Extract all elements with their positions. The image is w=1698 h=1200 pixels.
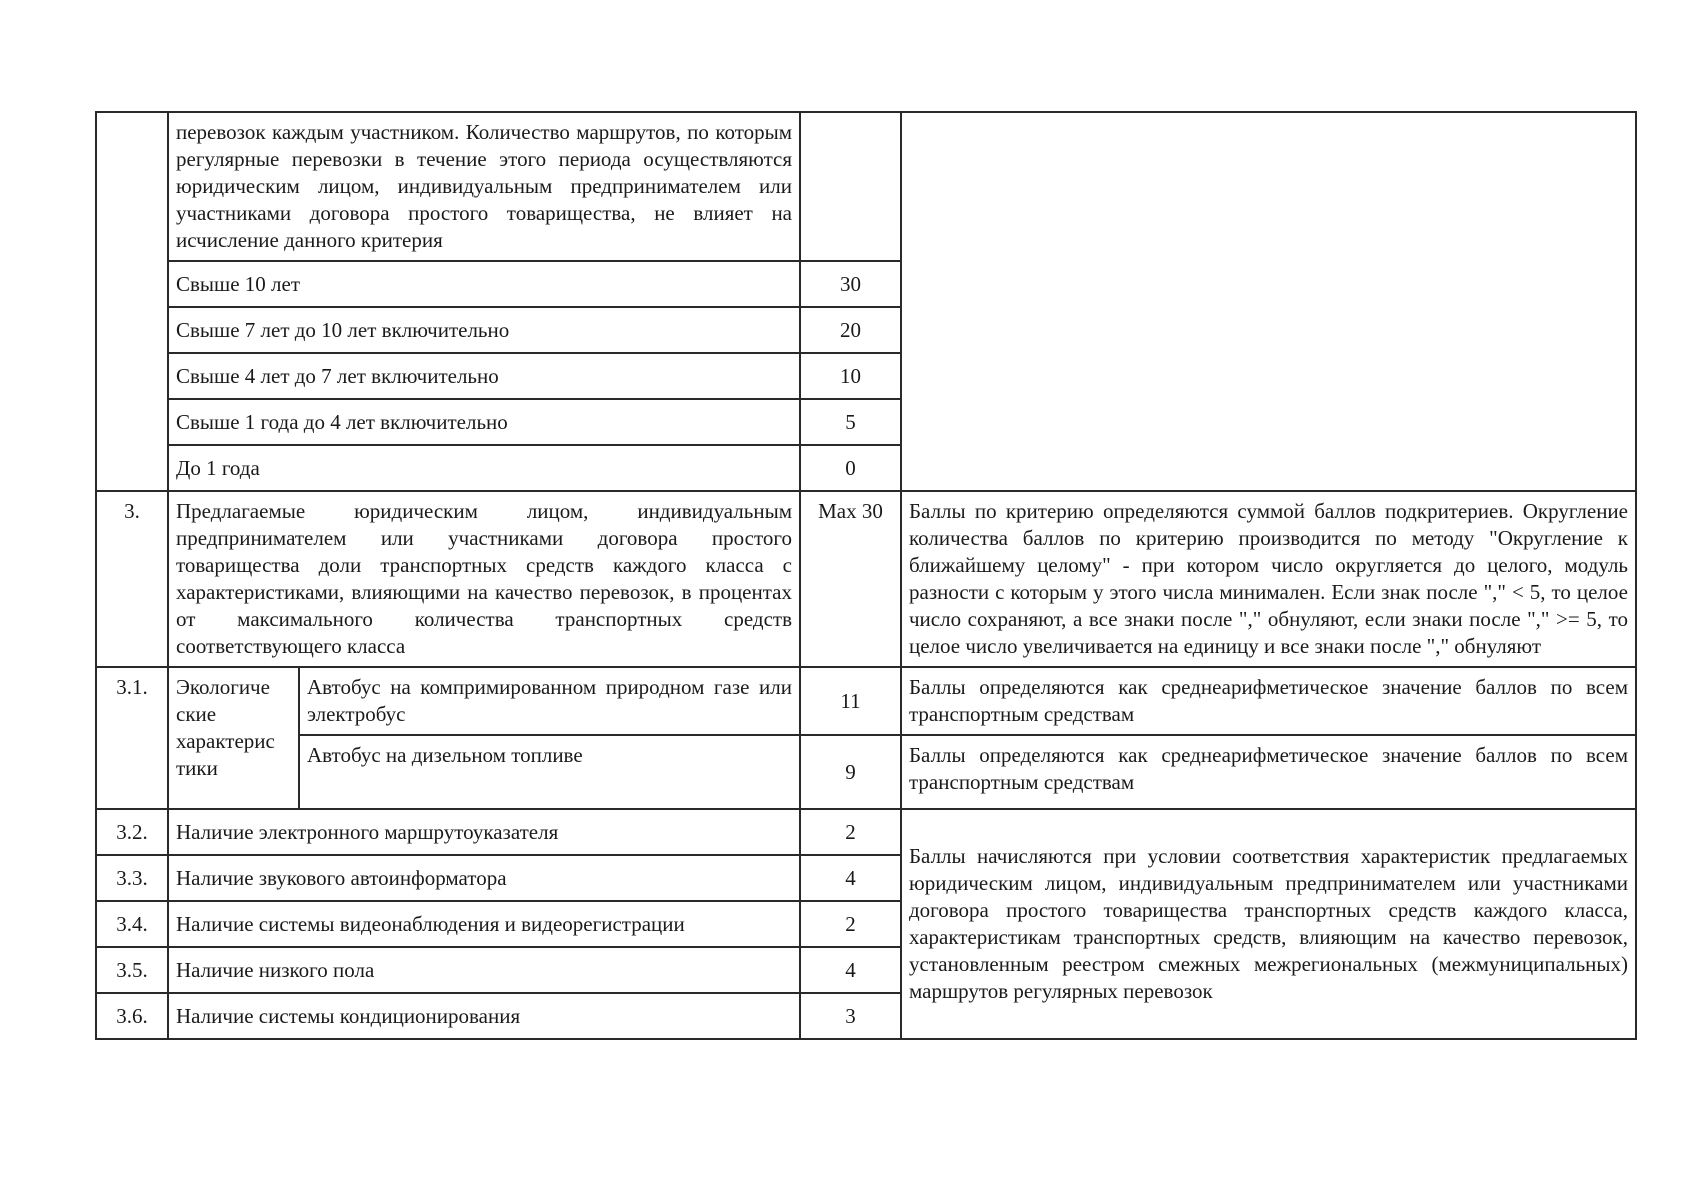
- sub-criterion-score: 2: [800, 809, 901, 855]
- sub-criterion-score: 9: [800, 735, 901, 809]
- criterion-note: Баллы по критерию определяются суммой баллов подкритериев. Округление количества баллов по критерию производится по методу "Округление к ближайшему целому" - при котором число округляется до целого, модуль разности с которым у этого числа минимален. Если знак после "," < 5, то целое число сохраняют, а все знаки после "," обнуляют, если знаки после "," >= 5, то целое число увеличивается на единицу и все знаки после "," обнуляют: [901, 491, 1636, 667]
- criterion-continuation: перевозок каждым участником. Количество маршрутов, по которым регулярные перевозки в течение этого периода осуществляются юридическим лицом, индивидуальным предпринимателем или участниками договора простого товарищества, не влияет на исчисление данного критерия: [168, 112, 800, 261]
- criteria-table: [95, 111, 1637, 1040]
- table-row: [96, 491, 1636, 667]
- sub-criterion-label: Автобус на компримированном природном газе или электробус: [299, 667, 800, 735]
- sub-criterion-label: Наличие звукового автоинформатора: [168, 855, 800, 901]
- score-cell-empty: [800, 112, 901, 261]
- table-row: [96, 112, 1636, 261]
- group-label: Экологиче ские характерис тики: [168, 667, 299, 809]
- option-score: 5: [800, 399, 901, 445]
- row-number: 3.: [96, 491, 168, 667]
- table-row: [96, 809, 1636, 855]
- table-row: [96, 667, 1636, 735]
- sub-criterion-label: Наличие системы видеонаблюдения и видеорегистрации: [168, 901, 800, 947]
- sub-criterion-score: 2: [800, 901, 901, 947]
- table-row: [96, 735, 1636, 809]
- option-score: 0: [800, 445, 901, 491]
- shared-note: Баллы начисляются при условии соответствия характеристик предлагаемых юридическим лицом, индивидуальным предпринимателем или участниками договора простого товарищества транспортных средств каждого класса, характеристикам транспортных средств, влияющим на качество перевозок, установленным реестром смежных межрегиональных (межмуниципальных) маршрутов регулярных перевозок: [901, 809, 1636, 1039]
- criterion-text: Предлагаемые юридическим лицом, индивидуальным предпринимателем или участниками договора простого товарищества доли транспортных средств каждого класса с характеристиками, влияющими на качество перевозок, в процентах от максимального количества транспортных средств соответствующего класса: [168, 491, 800, 667]
- row-number: 3.2.: [96, 809, 168, 855]
- option-score: 10: [800, 353, 901, 399]
- sub-criterion-note: Баллы определяются как среднеарифметическое значение баллов по всем транспортным средствам: [901, 735, 1636, 809]
- row-number: 3.5.: [96, 947, 168, 993]
- option-label: Свыше 1 года до 4 лет включительно: [168, 399, 800, 445]
- option-label: Свыше 10 лет: [168, 261, 800, 307]
- option-label: Свыше 7 лет до 10 лет включительно: [168, 307, 800, 353]
- number-cell-empty: [96, 112, 168, 491]
- row-number: 3.4.: [96, 901, 168, 947]
- criterion-score: Max 30: [800, 491, 901, 667]
- sub-criterion-score: 4: [800, 947, 901, 993]
- row-number: 3.6.: [96, 993, 168, 1039]
- option-score: 30: [800, 261, 901, 307]
- option-label: До 1 года: [168, 445, 800, 491]
- row-number: 3.3.: [96, 855, 168, 901]
- sub-criterion-score: 11: [800, 667, 901, 735]
- sub-criterion-label: Наличие системы кондиционирования: [168, 993, 800, 1039]
- sub-criterion-note: Баллы определяются как среднеарифметическое значение баллов по всем транспортным средствам: [901, 667, 1636, 735]
- sub-criterion-label: Наличие низкого пола: [168, 947, 800, 993]
- option-score: 20: [800, 307, 901, 353]
- sub-criterion-label: Наличие электронного маршрутоуказателя: [168, 809, 800, 855]
- note-cell-empty: [901, 112, 1636, 491]
- row-number: 3.1.: [96, 667, 168, 809]
- sub-criterion-label: Автобус на дизельном топливе: [299, 735, 800, 809]
- sub-criterion-score: 4: [800, 855, 901, 901]
- option-label: Свыше 4 лет до 7 лет включительно: [168, 353, 800, 399]
- sub-criterion-score: 3: [800, 993, 901, 1039]
